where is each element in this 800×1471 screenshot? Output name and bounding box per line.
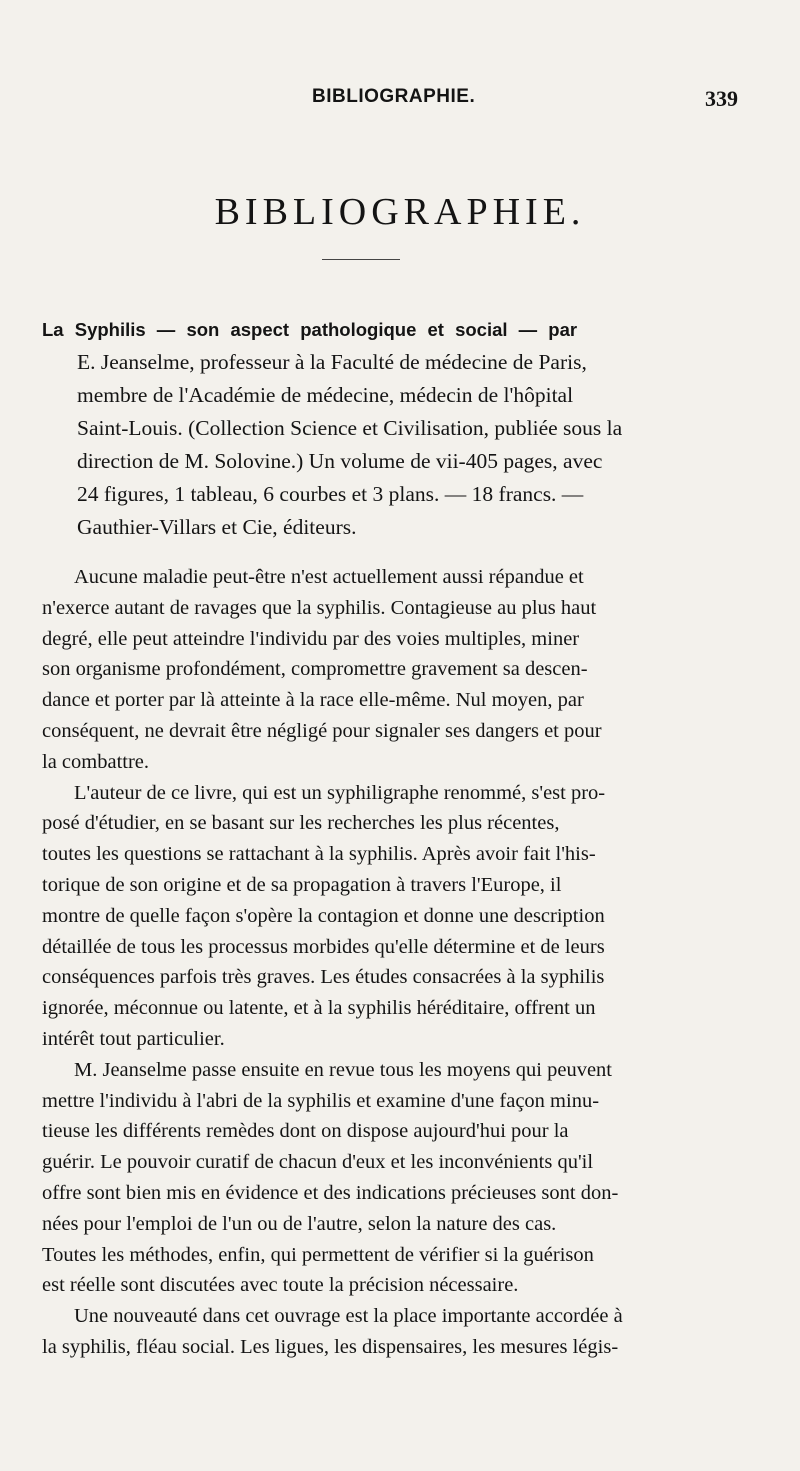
section-divider: [322, 259, 400, 260]
entry-line-7: Gauthier-Villars et Cie, éditeurs.: [77, 515, 357, 539]
text-line: la combattre.: [42, 750, 150, 773]
entry-line-2: E. Jeanselme, professeur à la Faculté de médecine de Paris,: [77, 350, 587, 374]
text-line: offre sont bien mis en évidence et des indications précieuses sont don-: [42, 1181, 619, 1204]
entry-line-3: membre de l'Académie de médecine, médecin de l'hôpital: [77, 383, 574, 407]
bibliographic-entry: [42, 313, 760, 544]
text-line: torique de son origine et de sa propagation à travers l'Europe, il: [42, 873, 562, 896]
paragraph-1: [42, 562, 760, 778]
section-title: BIBLIOGRAPHIE.: [214, 191, 586, 233]
text-line: mettre l'individu à l'abri de la syphilis et examine d'une façon minu-: [42, 1089, 600, 1112]
text-line: son organisme profondément, compromettre gravement sa descen-: [42, 658, 588, 681]
entry-line-5: direction de M. Solovine.) Un volume de vii-405 pages, avec: [77, 449, 603, 473]
running-title: BIBLIOGRAPHIE.: [312, 86, 476, 107]
text-line: la syphilis, fléau social. Les ligues, les dispensaires, les mesures légis-: [42, 1335, 619, 1358]
text-line: Une nouveauté dans cet ouvrage est la place importante accordée à: [74, 1305, 623, 1328]
text-line: n'exerce autant de ravages que la syphilis. Contagieuse au plus haut: [42, 596, 597, 619]
review-body: [42, 562, 760, 1363]
text-line: intérêt tout particulier.: [42, 1027, 225, 1050]
text-line: nées pour l'emploi de l'un ou de l'autre, selon la nature des cas.: [42, 1212, 557, 1235]
paragraph-4: [42, 1301, 760, 1363]
text-line: dance et porter par là atteinte à la race elle-même. Nul moyen, par: [42, 689, 584, 712]
entry-line-6: 24 figures, 1 tableau, 6 courbes et 3 plans. — 18 francs. —: [77, 482, 584, 506]
text-line: guérir. Le pouvoir curatif de chacun d'eux et les inconvénients qu'il: [42, 1151, 594, 1174]
text-line: détaillée de tous les processus morbides qu'elle détermine et de leurs: [42, 935, 605, 958]
text-line: est réelle sont discutées avec toute la précision nécessaire.: [42, 1274, 519, 1297]
text-line: degré, elle peut atteindre l'individu par des voies multiples, miner: [42, 627, 580, 650]
text-line: toutes les questions se rattachant à la syphilis. Après avoir fait l'his-: [42, 843, 596, 866]
text-line: Toutes les méthodes, enfin, qui permettent de vérifier si la guérison: [42, 1243, 594, 1266]
text-line: conséquent, ne devrait être négligé pour signaler ses dangers et pour: [42, 719, 602, 742]
text-line: conséquences parfois très graves. Les études consacrées à la syphilis: [42, 966, 605, 989]
text-line: montre de quelle façon s'opère la contagion et donne une description: [42, 904, 605, 927]
text-line: Aucune maladie peut-être n'est actuellement aussi répandue et: [74, 566, 584, 588]
running-head: [0, 86, 800, 116]
paragraph-2: [42, 778, 760, 1055]
entry-line-4: Saint-Louis. (Collection Science et Civilisation, publiée sous la: [77, 416, 623, 440]
text-line: posé d'étudier, en se basant sur les recherches les plus récentes,: [42, 812, 560, 835]
entry-line-1: La Syphilis — son aspect pathologique et social — par: [42, 319, 578, 340]
text-line: L'auteur de ce livre, qui est un syphiligraphe renommé, s'est pro-: [74, 781, 606, 804]
text-line: tieuse les différents remèdes dont on dispose aujourd'hui pour la: [42, 1120, 569, 1143]
text-line: M. Jeanselme passe ensuite en revue tous les moyens qui peuvent: [74, 1058, 612, 1081]
paragraph-3: [42, 1055, 760, 1301]
text-line: ignorée, méconnue ou latente, et à la syphilis héréditaire, offrent un: [42, 997, 596, 1020]
page-number: 339: [705, 86, 738, 111]
